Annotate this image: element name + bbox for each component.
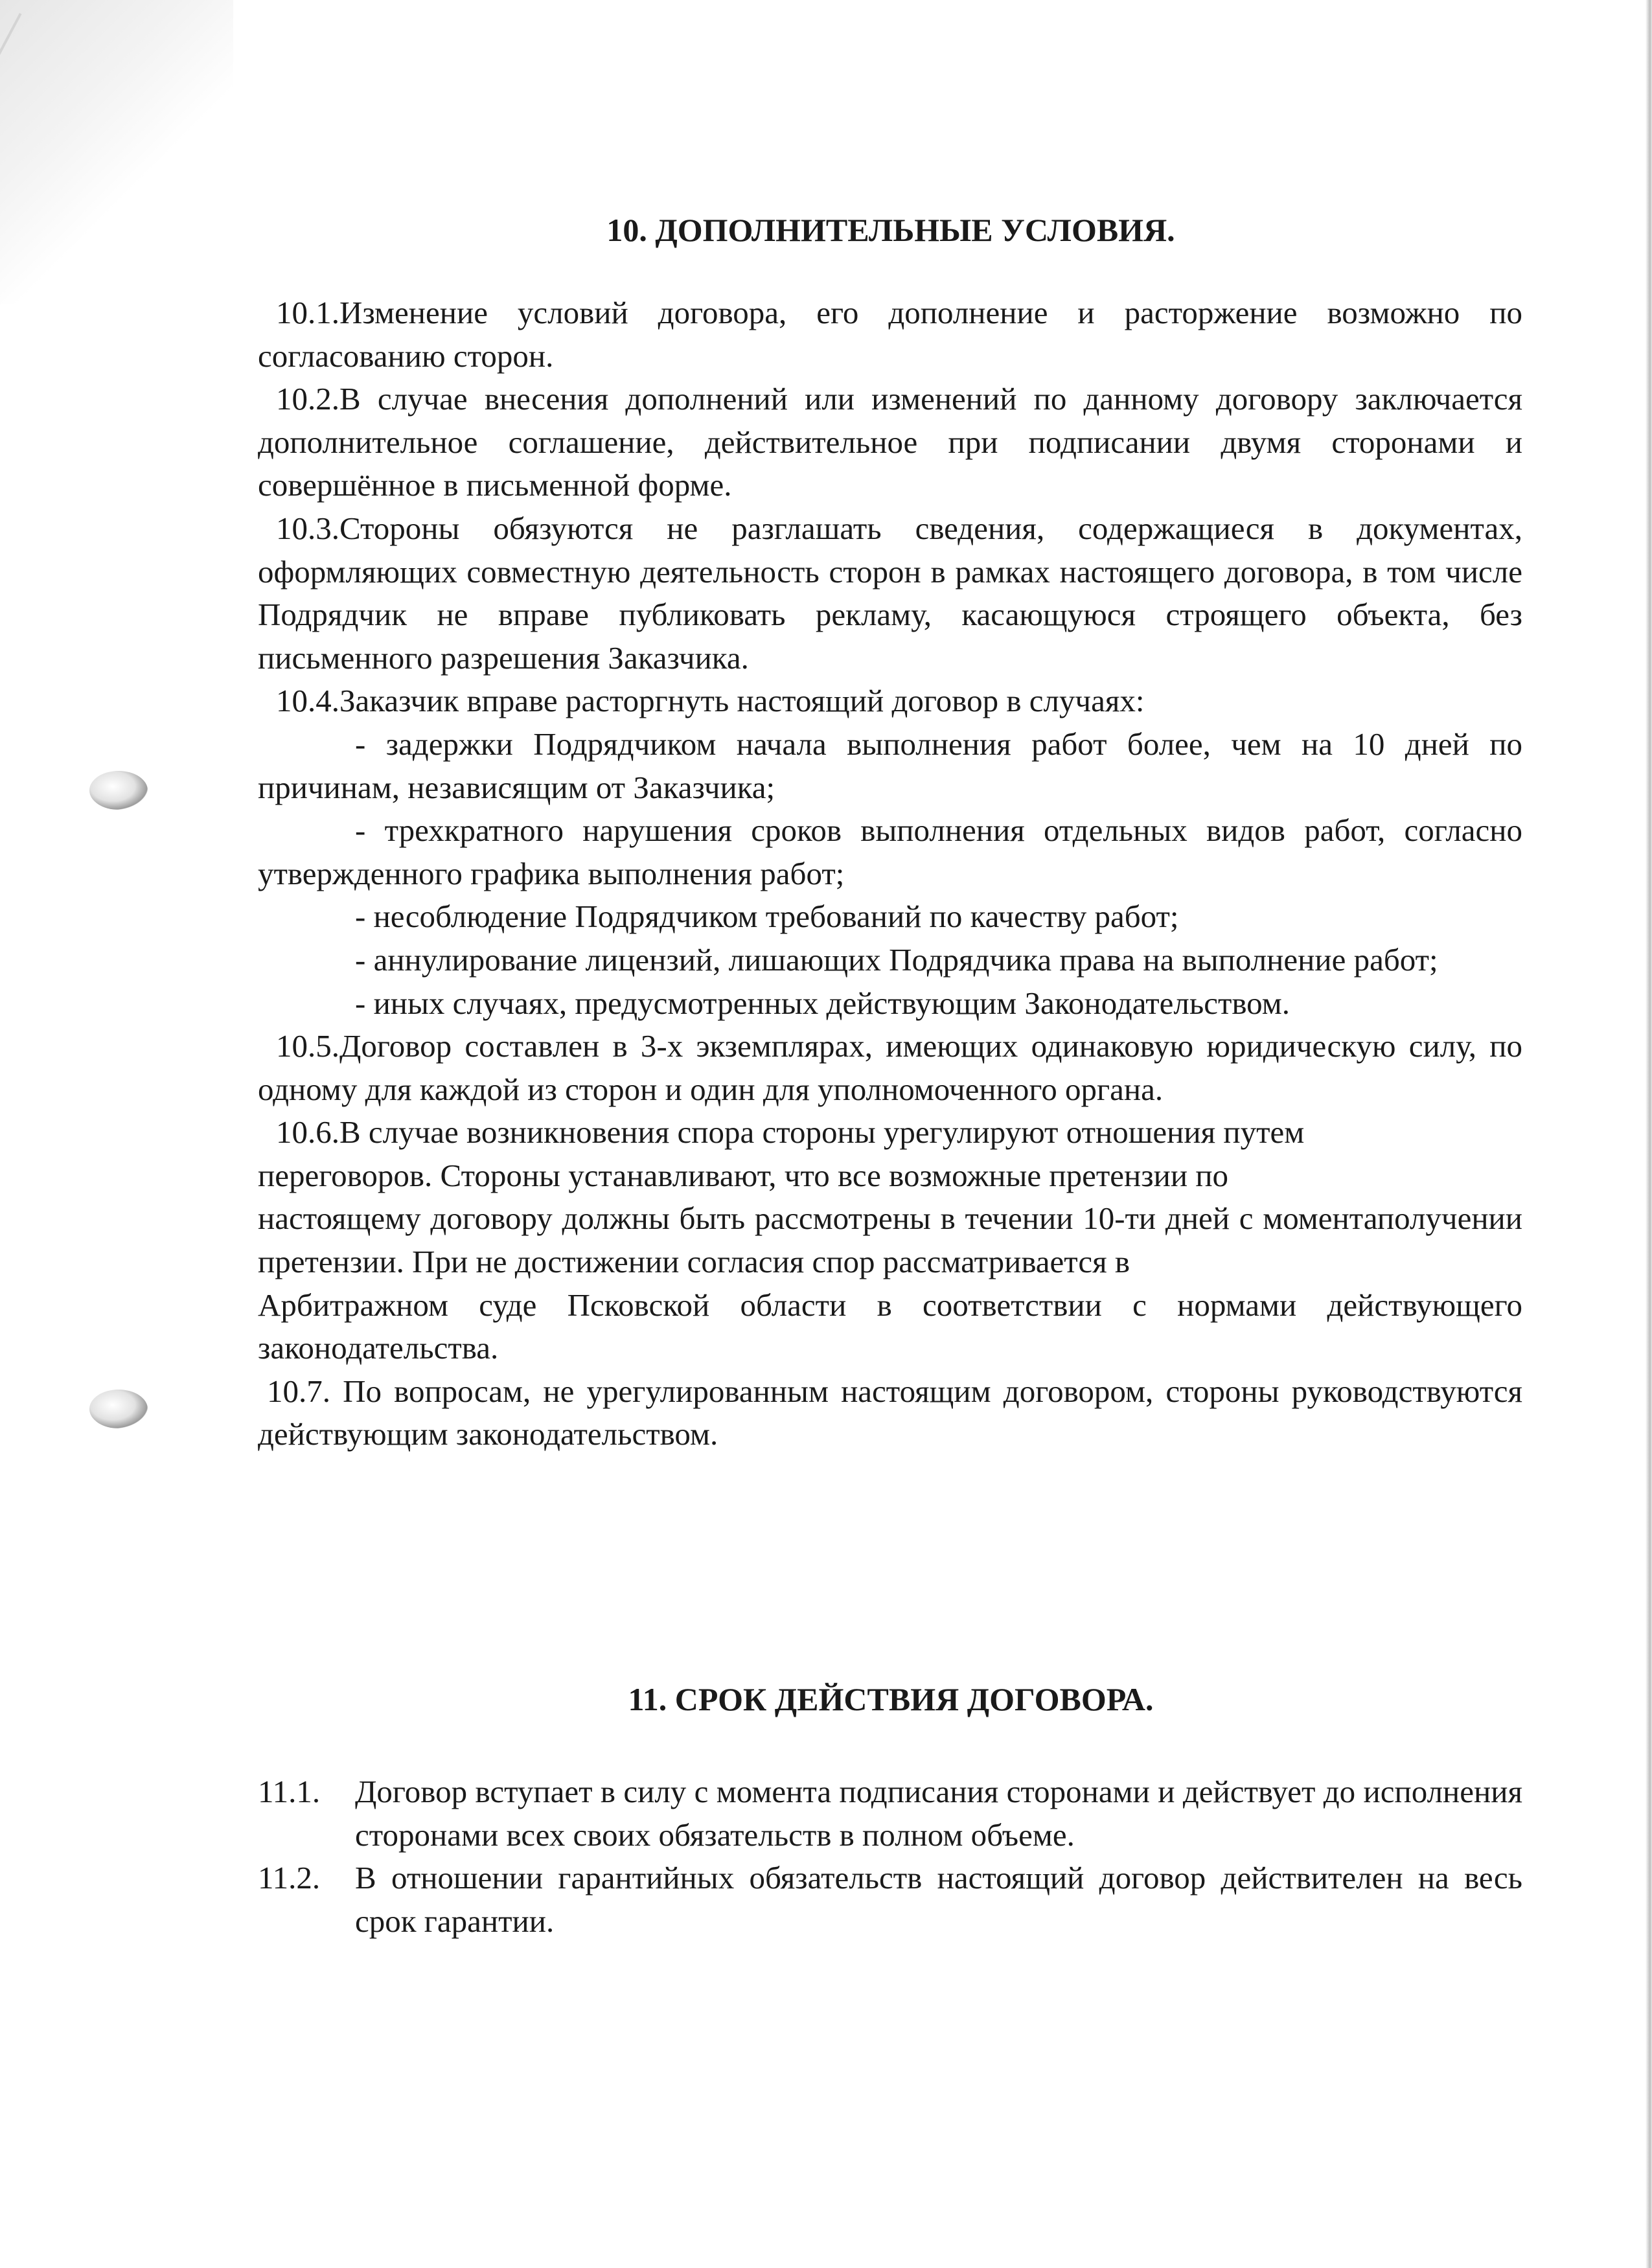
- numbered-item-11-2: [258, 1857, 1522, 1943]
- section-10-title: 10. ДОПОЛНИТЕЛЬНЫЕ УСЛОВИЯ.: [606, 212, 1175, 248]
- section-10-body: [258, 292, 1522, 1456]
- case-item: - несоблюдение Подрядчиком требований по качеству работ;: [355, 899, 1179, 935]
- case-item: - задержки Подрядчиком начала выполнения работ более, чем на 10 дней по причинам, независящим от Заказчика;: [258, 726, 1522, 805]
- paragraph-10-5: 10.5.Договор составлен в 3-х экземплярах, имеющих одинаковую юридическую силу, по одному для каждой из сторон и один для уполномоченного органа.: [258, 1028, 1522, 1107]
- item-number: 11.1.: [258, 1774, 321, 1809]
- item-text: В отношении гарантийных обязательств настоящий договор действителен на весь срок гарантии.: [355, 1860, 1522, 1939]
- paragraph-10-7: 10.7. По вопросам, не урегулированным настоящим договором, стороны руководствуются действующим законодательством.: [258, 1373, 1522, 1452]
- case-item: - аннулирование лицензий, лишающих Подрядчика права на выполнение работ;: [355, 941, 1438, 978]
- paragraph-10-1: 10.1.Изменение условий договора, его дополнение и расторжение возможно по согласованию сторон.: [258, 295, 1522, 374]
- paragraph-10-3: 10.3.Стороны обязуются не разглашать сведения, содержащиеся в документах, оформляющих совместную деятельность сторон в рамках настоящего договора, в том числе Подрядчик не вправе публиковать рекламу, касающуюся строящего объекта, без письменного разрешения Заказчика.: [258, 510, 1522, 676]
- item-number: 11.2.: [258, 1860, 321, 1896]
- paragraph-10-6-line-1: 10.6.В случае возникновения спора стороны урегулируют отношения путем: [276, 1114, 1305, 1151]
- paragraph-10-6-line-2: переговоров. Стороны устанавливают, что все возможные претензии по: [258, 1157, 1229, 1193]
- case-item: - иных случаях, предусмотренных действующим Законодательством.: [355, 985, 1290, 1021]
- paragraph-10-6-line-4: Арбитражном суде Псковской области в соответствии с нормами действующего законодательства.: [258, 1287, 1522, 1366]
- paragraph-10-2: 10.2.В случае внесения дополнений или изменений по данному договору заключается дополнительное соглашение, действительное при подписании двумя сторонами и совершённое в письменной форме.: [258, 381, 1522, 503]
- case-item: - трехкратного нарушения сроков выполнения отдельных видов работ, согласно утвержденного графика выполнения работ;: [258, 812, 1522, 891]
- numbered-item-11-1: [258, 1770, 1522, 1857]
- paragraph-10-4: 10.4.Заказчик вправе расторгнуть настоящий договор в случаях:: [276, 683, 1145, 719]
- section-11-title: 11. СРОК ДЕЙСТВИЯ ДОГОВОРА.: [628, 1681, 1154, 1717]
- section-11-body: [258, 1770, 1522, 1943]
- paragraph-10-6-line-3: настоящему договору должны быть рассмотрены в течении 10-ти дней с моментаполучении претензии. При не достижении согласия спор рассматривается в: [258, 1200, 1522, 1280]
- item-text: Договор вступает в силу с момента подписания сторонами и действует до исполнения сторонами всех своих обязательств в полном объеме.: [355, 1774, 1522, 1853]
